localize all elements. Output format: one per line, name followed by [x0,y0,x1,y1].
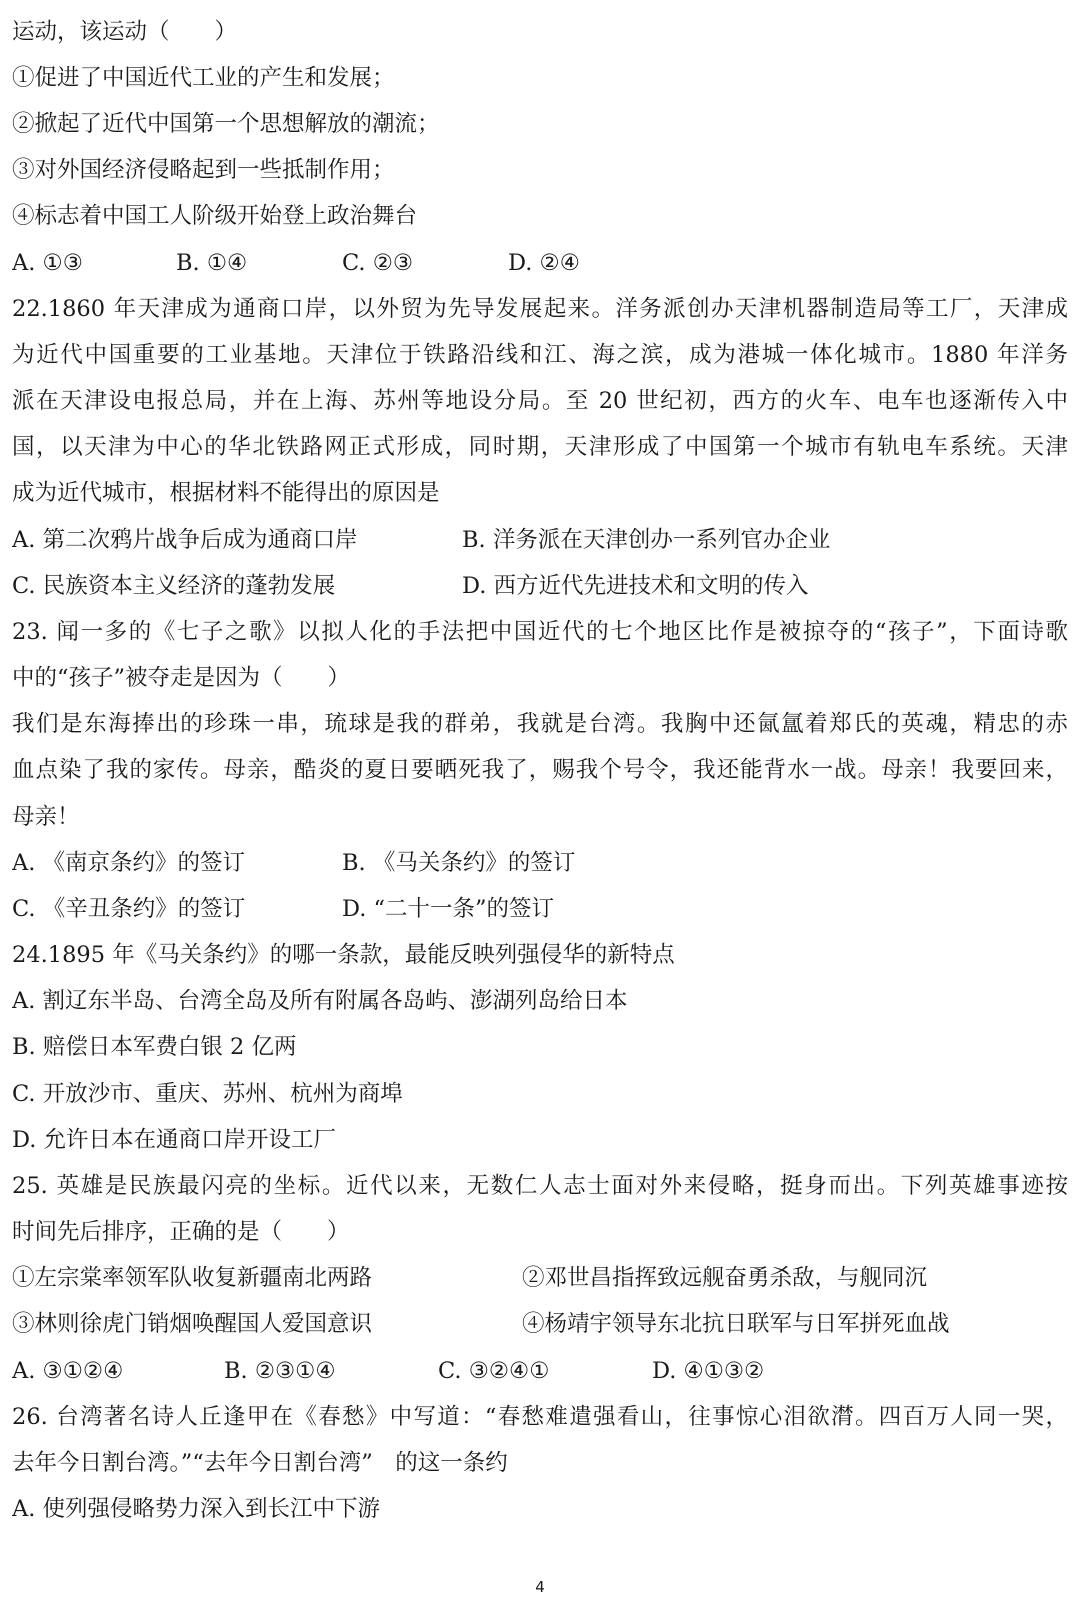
q21-statement-3: ③对外国经济侵略起到一些抵制作用； [12,157,395,183]
q26-stem-line-1: 26. 台湾著名诗人丘逢甲在《春愁》中写道：“春愁难遣强看山，往事惊心泪欲潸。四百万人同一哭， [12,1404,1068,1430]
q23-poem-line-2: 血点染了我的家传。母亲，酷炎的夏日要晒死我了，赐我个号令，我还能背水一战。母亲！我要回来， [12,757,1068,783]
q23-poem-line-1: 我们是东海捧出的珍珠一串，琉球是我的群弟，我就是台湾。我胸中还氤氲着郑氏的英魂，精忠的赤 [12,711,1068,737]
q21-statement-2: ②掀起了近代中国第一个思想解放的潮流； [12,111,440,137]
q22-stem-line-3: 派在天津设电报总局，并在上海、苏州等地设分局。至 20 世纪初，西方的火车、电车也逐渐传入中 [12,388,1068,414]
q25-item-3: ③林则徐虎门销烟唤醒国人爱国意识 [12,1311,373,1337]
q25-stem-line-2: 时间先后排序，正确的是（ ） [12,1219,350,1245]
q24-option-b[interactable]: B. 赔偿日本军费白银 2 亿两 [12,1034,297,1060]
q26-stem-line-2: 去年今日割台湾。”“去年今日割台湾” 的这一条约 [12,1450,508,1476]
q25-option-d[interactable]: D. ④①③② [652,1358,765,1384]
q23-stem-line-1: 23. 闻一多的《七子之歌》以拟人化的手法把中国近代的七个地区比作是被掠夺的“孩子”，下面诗歌 [12,619,1068,645]
q25-item-1: ①左宗棠率领军队收复新疆南北两路 [12,1265,373,1291]
q22-option-c[interactable]: C. 民族资本主义经济的蓬勃发展 [12,573,336,599]
q25-option-b[interactable]: B. ②③①④ [224,1358,336,1384]
q24-option-c[interactable]: C. 开放沙市、重庆、苏州、杭州为商埠 [12,1081,403,1107]
q21-option-c[interactable]: C. ②③ [342,250,414,276]
q21-option-a[interactable]: A. ①③ [12,250,83,276]
q21-options-row [12,240,1068,286]
q22-option-d[interactable]: D. 西方近代先进技术和文明的传入 [462,573,809,599]
page-number: 4 [535,1578,545,1596]
q22-stem-line-2: 为近代中国重要的工业基地。天津位于铁路沿线和江、海之滨，成为港城一体化城市。1880 年洋务 [12,342,1068,368]
q23-poem-line-3: 母亲！ [12,804,80,830]
q23-options-row-2 [12,886,1068,932]
q25-item-4: ④杨靖宇领导东北抗日联军与日军拼死血战 [522,1311,950,1337]
q23-option-a[interactable]: A. 《南京条约》的签订 [12,850,246,876]
q23-options-row-1 [12,840,1068,886]
q26-option-a[interactable]: A. 使列强侵略势力深入到长江中下游 [12,1496,381,1522]
q25-items-row-2 [12,1301,1068,1347]
q25-stem-line-1: 25. 英雄是民族最闪亮的坐标。近代以来，无数仁人志士面对外来侵略，挺身而出。下列英雄事迹按 [12,1173,1068,1199]
q25-items-row-1 [12,1255,1068,1301]
q24-option-d[interactable]: D. 允许日本在通商口岸开设工厂 [12,1127,337,1153]
q24-stem: 24.1895 年《马关条约》的哪一条款，最能反映列强侵华的新特点 [12,942,675,968]
q21-option-d[interactable]: D. ②④ [508,250,580,276]
q21-statement-4: ④标志着中国工人阶级开始登上政治舞台 [12,203,418,229]
q22-options-row-1 [12,517,1068,563]
q23-stem-line-2: 中的“孩子”被夺走是因为（ ） [12,665,351,691]
q22-option-a[interactable]: A. 第二次鸦片战争后成为通商口岸 [12,527,358,553]
q25-option-c[interactable]: C. ③②④① [438,1358,550,1384]
q22-stem-line-1: 22.1860 年天津成为通商口岸，以外贸为先导发展起来。洋务派创办天津机器制造局等工厂，天津成 [12,296,1068,322]
q23-option-b[interactable]: B. 《马关条约》的签订 [342,850,576,876]
q21-option-b[interactable]: B. ①④ [176,250,248,276]
q21-statement-1: ①促进了中国近代工业的产生和发展； [12,65,395,91]
q21-stem-tail: 运动，该运动（ ） [12,19,238,45]
q24-option-a[interactable]: A. 割辽东半岛、台湾全岛及所有附属各岛屿、澎湖列岛给日本 [12,988,628,1014]
q25-option-a[interactable]: A. ③①②④ [12,1358,124,1384]
q22-options-row-2 [12,563,1068,609]
q22-stem-line-5: 成为近代城市，根据材料不能得出的原因是 [12,480,440,506]
q23-option-d[interactable]: D. “二十一条”的签订 [342,896,555,922]
q25-options-row [12,1348,1068,1394]
q23-option-c[interactable]: C. 《辛丑条约》的签订 [12,896,246,922]
q22-stem-line-4: 国，以天津为中心的华北铁路网正式形成，同时期，天津形成了中国第一个城市有轨电车系统。天津 [12,434,1068,460]
q25-item-2: ②邓世昌指挥致远舰奋勇杀敌，与舰同沉 [522,1265,928,1291]
q22-option-b[interactable]: B. 洋务派在天津创办一系列官办企业 [462,527,831,553]
